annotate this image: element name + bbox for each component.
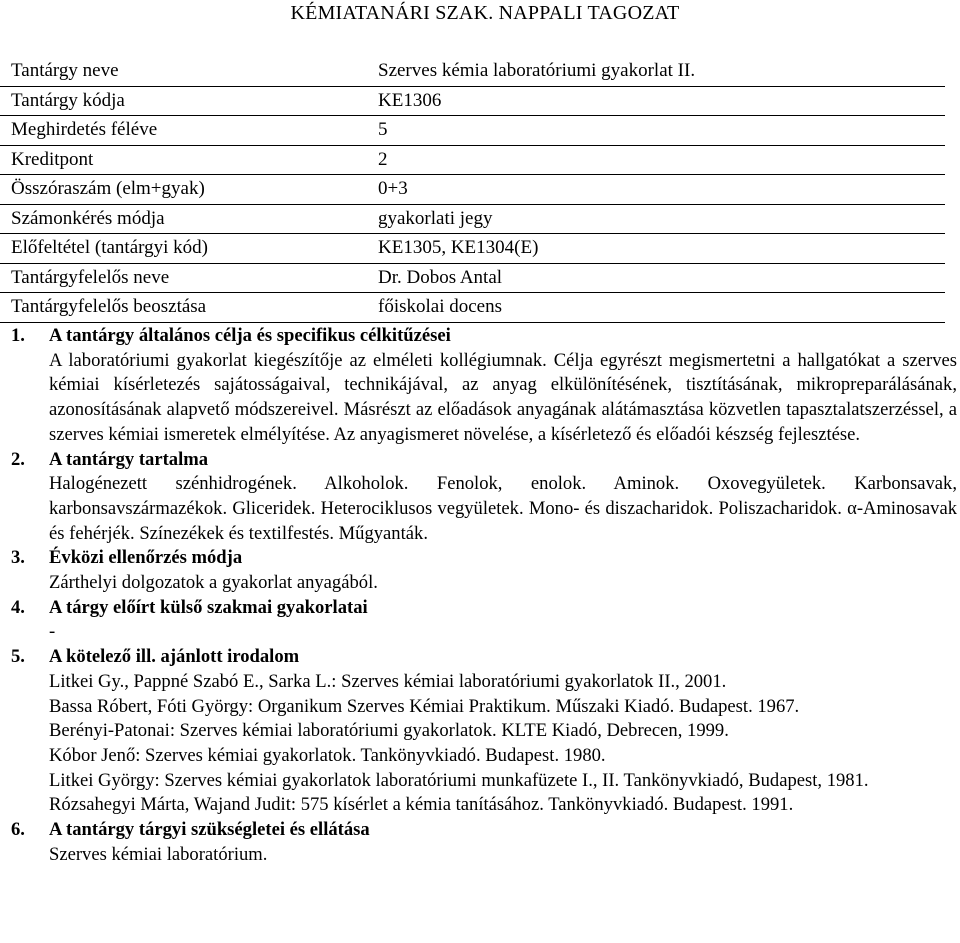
section-title: A tantárgy általános célja és specifikus célkitűzései xyxy=(49,325,451,346)
section-number: 3. xyxy=(11,547,25,569)
info-row xyxy=(0,293,945,323)
info-value: Szerves kémia laboratóriumi gyakorlat II. xyxy=(373,57,945,86)
section-number: 4. xyxy=(11,596,25,618)
reference-item: Rózsahegyi Márta, Wajand Judit: 575 kísérlet a kémia tanításához. Tankönyvkiadó. Budapest. 1991. xyxy=(49,794,794,816)
section-heading xyxy=(11,596,957,621)
section-heading xyxy=(11,818,957,843)
info-value: 2 xyxy=(373,145,945,175)
info-key: Tantárgy kódja xyxy=(0,86,373,116)
section-number: 2. xyxy=(11,448,25,470)
info-row xyxy=(0,86,945,116)
reference-item: Berényi-Patonai: Szerves kémiai laboratóriumi gyakorlatok. KLTE Kiadó, Debrecen, 1999. xyxy=(49,720,729,742)
info-value: 5 xyxy=(373,116,945,146)
section-body: Szerves kémiai laboratórium. xyxy=(49,843,268,865)
section-body: Zárthelyi dolgozatok a gyakorlat anyagából. xyxy=(49,572,378,594)
section-number: 6. xyxy=(11,819,25,841)
info-row xyxy=(0,175,945,205)
info-key: Meghirdetés féléve xyxy=(0,116,373,146)
info-key: Számonkérés módja xyxy=(0,204,373,234)
document-content xyxy=(11,324,957,867)
info-row xyxy=(0,116,945,146)
reference-item: Litkei György: Szerves kémiai gyakorlatok laboratóriumi munkafüzete I., II. Tankönyvkiadó, Budapest, 1981. xyxy=(49,769,869,791)
reference-list xyxy=(11,670,957,818)
info-row xyxy=(0,145,945,175)
info-key: Előfeltétel (tantárgyi kód) xyxy=(0,234,373,264)
info-value: KE1305, KE1304(E) xyxy=(373,234,945,264)
info-row xyxy=(0,57,945,86)
page-header: KÉMIATANÁRI SZAK. NAPPALI TAGOZAT xyxy=(290,2,680,24)
section-number: 1. xyxy=(11,325,25,346)
section-heading xyxy=(11,645,957,670)
section-heading xyxy=(11,448,957,473)
info-key: Tantárgy neve xyxy=(0,57,373,86)
section-heading xyxy=(11,324,957,349)
info-value: gyakorlati jegy xyxy=(373,204,945,234)
section-body: Halogénezett szénhidrogének. Alkoholok. Fenolok, enolok. Aminok. Oxovegyületek. Karbonsavak, karbonsavszármazékok. Gliceridek. Heterociklusos vegyületek. Mono- és diszacharidok. Poliszacharidok. α-Aminosavak és fehérjék. Színezékek és textilfestés. Műgyanták. xyxy=(49,473,957,544)
info-value: KE1306 xyxy=(373,86,945,116)
section-title: A tárgy előírt külső szakmai gyakorlatai xyxy=(49,596,368,618)
reference-item: Litkei Gy., Pappné Szabó E., Sarka L.: Szerves kémiai laboratóriumi gyakorlatok II., 2001. xyxy=(49,670,727,692)
info-value: Dr. Dobos Antal xyxy=(373,263,945,293)
reference-item: Bassa Róbert, Fóti György: Organikum Szerves Kémiai Praktikum. Műszaki Kiadó. Budapest. 1967. xyxy=(49,695,800,717)
section-body: A laboratóriumi gyakorlat kiegészítője az elméleti kollégiumnak. Célja egyrészt megismertetni a hallgatókat a szerves kémiai kísérletezés sajátosságaival, technikájával, az anyag elkülönítésének, tisztításának, mikropreparálásának, azonosításának alapvető módszereivel. Másrészt az előadások anyagának alátámasztása közvetlen tapasztalatszerzéssel, a szerves kémiai ismeretek elmélyítése. Az anyagismeret növelése, a kísérletező és előadói készség fejlesztése. xyxy=(49,349,957,445)
section-title: A tantárgy tartalma xyxy=(49,448,209,470)
course-info-table xyxy=(0,57,945,323)
section-body: - xyxy=(49,621,56,643)
section-number: 5. xyxy=(11,646,25,668)
section-heading xyxy=(11,546,957,571)
info-row xyxy=(0,263,945,293)
info-row xyxy=(0,234,945,264)
info-row xyxy=(0,204,945,234)
info-value: főiskolai docens xyxy=(373,293,945,323)
info-value: 0+3 xyxy=(373,175,945,205)
info-key: Tantárgyfelelős neve xyxy=(0,263,373,293)
info-key: Kreditpont xyxy=(0,145,373,175)
section-title: Évközi ellenőrzés módja xyxy=(49,547,243,569)
reference-item: Kóbor Jenő: Szerves kémiai gyakorlatok. Tankönyvkiadó. Budapest. 1980. xyxy=(49,744,606,766)
section-title: A tantárgy tárgyi szükségletei és ellátása xyxy=(49,819,370,841)
info-key: Tantárgyfelelős beosztása xyxy=(0,293,373,323)
section-title: A kötelező ill. ajánlott irodalom xyxy=(49,646,300,668)
info-key: Összóraszám (elm+gyak) xyxy=(0,175,373,205)
